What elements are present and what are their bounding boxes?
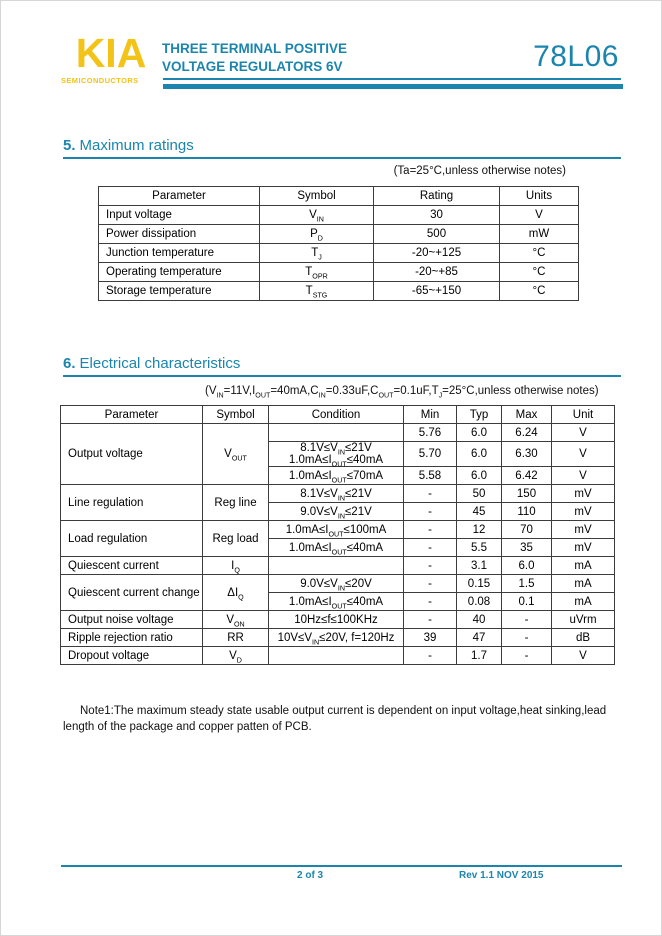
- parameter-cell: Storage temperature: [99, 282, 260, 301]
- header-rule-thin: [163, 78, 621, 80]
- min-cell: -: [404, 575, 457, 593]
- column-header: Parameter: [99, 187, 260, 206]
- condition-cell: $1.0mA\le I_{OUT}\le 40mA$: [269, 593, 404, 611]
- typ-cell: 1.7: [457, 647, 502, 665]
- electrical-condition-note: ($V_{IN}=11V,I_{OUT}=40mA,C_{IN}=0.33uF,C_{OUT}=0.1uF,T_J=25^\circ C,unless$ otherwise notes): [205, 385, 599, 400]
- condition-cell: $1.0mA\le I_{OUT}\le 100mA$: [269, 521, 404, 539]
- rating-cell: -20~+125: [374, 244, 500, 263]
- column-header: Symbol: [260, 187, 374, 206]
- table-row: [99, 282, 579, 301]
- min-cell: -: [404, 503, 457, 521]
- column-header: Typ: [457, 406, 502, 424]
- min-cell: -: [404, 485, 457, 503]
- units-cell: mW: [500, 225, 579, 244]
- max-cell: 150: [502, 485, 552, 503]
- symbol-cell: $V_{ON}$: [203, 611, 269, 629]
- min-cell: -: [404, 521, 457, 539]
- max-cell: 6.0: [502, 557, 552, 575]
- column-header: Unit: [552, 406, 615, 424]
- max-cell: 6.24: [502, 424, 552, 442]
- parameter-cell: Input voltage: [99, 206, 260, 225]
- condition-cell: $10V\le V_{IN}\le 20V$, f=120Hz: [269, 629, 404, 647]
- table-row: [61, 485, 615, 503]
- section-6-heading: [63, 355, 240, 372]
- unit-cell: V: [552, 467, 615, 485]
- column-header: Parameter: [61, 406, 203, 424]
- max-cell: 70: [502, 521, 552, 539]
- units-cell: V: [500, 206, 579, 225]
- units-cell: °C: [500, 244, 579, 263]
- unit-cell: mA: [552, 593, 615, 611]
- typ-cell: 0.08: [457, 593, 502, 611]
- symbol-cell: Reg line: [203, 485, 269, 521]
- parameter-cell: Load regulation: [61, 521, 203, 557]
- unit-cell: V: [552, 424, 615, 442]
- section-6-rule: [63, 375, 621, 377]
- typ-cell: 6.0: [457, 442, 502, 467]
- units-cell: °C: [500, 282, 579, 301]
- table-row: [61, 557, 615, 575]
- section-6-title: Electrical characteristics: [79, 355, 241, 372]
- typ-cell: 45: [457, 503, 502, 521]
- document-title-line1: THREE TERMINAL POSITIVE: [162, 41, 348, 56]
- min-cell: 39: [404, 629, 457, 647]
- max-cell: -: [502, 611, 552, 629]
- table-row: [61, 611, 615, 629]
- symbol-cell: $V_{IN}$: [260, 206, 374, 225]
- parameter-cell: Ripple rejection ratio: [61, 629, 203, 647]
- unit-cell: V: [552, 442, 615, 467]
- table-row: [99, 244, 579, 263]
- min-cell: -: [404, 611, 457, 629]
- parameter-cell: Output voltage: [61, 424, 203, 485]
- typ-cell: 6.0: [457, 467, 502, 485]
- rating-cell: 30: [374, 206, 500, 225]
- column-header: Units: [500, 187, 579, 206]
- symbol-cell: $T_{STG}$: [260, 282, 374, 301]
- parameter-cell: Output noise voltage: [61, 611, 203, 629]
- condition-cell: $9.0V\le V_{IN}\le 20V$: [269, 575, 404, 593]
- condition-cell: 10Hz≤f≤100KHz: [269, 611, 404, 629]
- typ-cell: 40: [457, 611, 502, 629]
- column-header: Max: [502, 406, 552, 424]
- min-cell: -: [404, 539, 457, 557]
- document-title: [162, 40, 347, 76]
- kia-logo-subtext: SEMICONDUCTORS: [61, 75, 139, 85]
- table-row: [61, 629, 615, 647]
- condition-cell: $1.0mA\le I_{OUT}\le 40mA$: [269, 539, 404, 557]
- min-cell: -: [404, 593, 457, 611]
- symbol-cell: $V_D$: [203, 647, 269, 665]
- column-header: Symbol: [203, 406, 269, 424]
- note-1: Note1:The maximum steady state usable output current is dependent on input voltage,heat sinking,lead length of the package and copper patten of PCB.: [63, 705, 607, 734]
- max-cell: -: [502, 629, 552, 647]
- typ-cell: 6.0: [457, 424, 502, 442]
- column-header: Min: [404, 406, 457, 424]
- section-5-number: 5.: [63, 137, 76, 154]
- condition-cell: $8.1V\le V_{IN}\le 21V$: [269, 485, 404, 503]
- condition-cell: $8.1V\le V_{IN}\le 21V$ $1.0mA\le I_{OUT}\le 40mA$: [269, 442, 404, 467]
- document-title-line2: VOLTAGE REGULATORS 6V: [162, 58, 343, 74]
- max-cell: 1.5: [502, 575, 552, 593]
- max-cell: 110: [502, 503, 552, 521]
- unit-cell: mA: [552, 557, 615, 575]
- condition-cell: [269, 557, 404, 575]
- symbol-cell: $I_Q$: [203, 557, 269, 575]
- unit-cell: V: [552, 647, 615, 665]
- table-row: [61, 424, 615, 442]
- part-number: 78L06: [533, 40, 619, 73]
- section-5-title: Maximum ratings: [79, 137, 194, 154]
- max-cell: 6.30: [502, 442, 552, 467]
- parameter-cell: Junction temperature: [99, 244, 260, 263]
- max-cell: -: [502, 647, 552, 665]
- typ-cell: 47: [457, 629, 502, 647]
- footer-revision: Rev 1.1 NOV 2015: [459, 870, 544, 881]
- typ-cell: 5.5: [457, 539, 502, 557]
- unit-cell: mV: [552, 521, 615, 539]
- parameter-cell: Quiescent current change: [61, 575, 203, 611]
- max-cell: 0.1: [502, 593, 552, 611]
- footer-rule: [61, 865, 622, 867]
- symbol-cell: $T_J$: [260, 244, 374, 263]
- symbol-cell: RR: [203, 629, 269, 647]
- table-row: [61, 521, 615, 539]
- section-5-heading: [63, 137, 194, 154]
- typ-cell: 3.1: [457, 557, 502, 575]
- kia-logo: [59, 30, 163, 85]
- unit-cell: mV: [552, 539, 615, 557]
- table-row: [61, 647, 615, 665]
- typ-cell: 0.15: [457, 575, 502, 593]
- column-header: Rating: [374, 187, 500, 206]
- table-header-row: [99, 187, 579, 206]
- table-row: [61, 575, 615, 593]
- table-header-row: [61, 406, 615, 424]
- electrical-characteristics-table: [60, 405, 615, 665]
- maximum-ratings-table: [98, 186, 579, 301]
- footer-page-number: 2 of 3: [297, 870, 324, 881]
- typ-cell: 12: [457, 521, 502, 539]
- condition-cell: $1.0mA\le I_{OUT}\le 70mA$: [269, 467, 404, 485]
- min-cell: 5.58: [404, 467, 457, 485]
- min-cell: -: [404, 557, 457, 575]
- column-header: Condition: [269, 406, 404, 424]
- table-row: [99, 225, 579, 244]
- max-cell: 6.42: [502, 467, 552, 485]
- header-rule-thick: [163, 84, 623, 89]
- symbol-cell: $V_{OUT}$: [203, 424, 269, 485]
- table-row: [99, 263, 579, 282]
- max-cell: 35: [502, 539, 552, 557]
- table-row: [99, 206, 579, 225]
- rating-cell: 500: [374, 225, 500, 244]
- kia-logo-text: KIA: [75, 30, 147, 76]
- min-cell: -: [404, 647, 457, 665]
- min-cell: 5.76: [404, 424, 457, 442]
- min-cell: 5.70: [404, 442, 457, 467]
- unit-cell: uVrm: [552, 611, 615, 629]
- unit-cell: mV: [552, 485, 615, 503]
- unit-cell: dB: [552, 629, 615, 647]
- parameter-cell: Quiescent current: [61, 557, 203, 575]
- rating-cell: -20~+85: [374, 263, 500, 282]
- typ-cell: 50: [457, 485, 502, 503]
- symbol-cell: Reg load: [203, 521, 269, 557]
- parameter-cell: Operating temperature: [99, 263, 260, 282]
- unit-cell: mV: [552, 503, 615, 521]
- symbol-cell: $P_D$: [260, 225, 374, 244]
- section-5-rule: [63, 157, 621, 159]
- max-ratings-condition-note: (Ta=25°C,unless otherwise notes): [393, 165, 566, 177]
- parameter-cell: Line regulation: [61, 485, 203, 521]
- rating-cell: -65~+150: [374, 282, 500, 301]
- parameter-cell: Power dissipation: [99, 225, 260, 244]
- symbol-cell: $\Delta I_Q$: [203, 575, 269, 611]
- unit-cell: mA: [552, 575, 615, 593]
- parameter-cell: Dropout voltage: [61, 647, 203, 665]
- section-6-number: 6.: [63, 355, 76, 372]
- units-cell: °C: [500, 263, 579, 282]
- symbol-cell: $T_{OPR}$: [260, 263, 374, 282]
- condition-cell: $9.0V\le V_{IN}\le 21V$: [269, 503, 404, 521]
- condition-cell: [269, 647, 404, 665]
- condition-cell: [269, 424, 404, 442]
